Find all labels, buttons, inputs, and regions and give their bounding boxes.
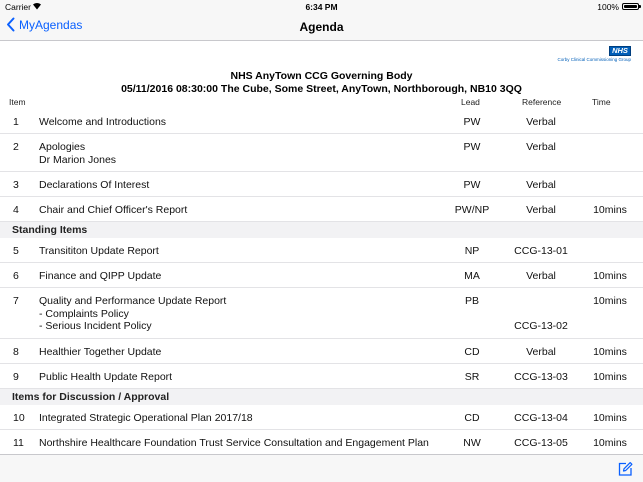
clock: 6:34 PM xyxy=(305,2,338,12)
item-number: 2 xyxy=(13,141,19,153)
meeting-title: NHS AnyTown CCG Governing Body xyxy=(230,70,413,82)
agenda-list xyxy=(0,109,643,454)
item-time: 10mins xyxy=(593,371,627,383)
agenda-row[interactable] xyxy=(0,172,643,197)
meeting-details: 05/11/2016 08:30:00 The Cube, Some Street, AnyTown, Northborough, NB10 3QQ xyxy=(121,83,522,95)
column-lead: Lead xyxy=(461,97,480,107)
item-number: 3 xyxy=(13,179,19,191)
item-sub-reference[interactable]: CCG-13-02 xyxy=(514,320,568,332)
item-number: 8 xyxy=(13,346,19,358)
compose-icon[interactable] xyxy=(617,461,633,477)
item-lead: CD xyxy=(464,346,480,358)
item-reference: Verbal xyxy=(526,270,556,282)
item-reference: Verbal xyxy=(526,141,556,153)
item-time: 10mins xyxy=(593,270,627,282)
agenda-row[interactable] xyxy=(0,109,643,134)
item-reference: Verbal xyxy=(526,179,556,191)
agenda-row[interactable] xyxy=(0,134,643,172)
meeting-heading xyxy=(0,70,643,96)
item-title: Declarations Of Interest xyxy=(39,179,150,191)
column-time: Time xyxy=(592,97,611,107)
item-subtitle: Dr Marion Jones xyxy=(39,153,117,166)
item-reference[interactable]: CCG-13-05 xyxy=(514,437,568,449)
section-title: Standing Items xyxy=(12,224,88,236)
item-title: Quality and Performance Update Report xyxy=(39,295,227,307)
item-lead: PW xyxy=(463,179,481,191)
item-time: 10mins xyxy=(593,204,627,216)
agenda-row[interactable] xyxy=(0,197,643,222)
item-title: Integrated Strategic Operational Plan 2017/18 xyxy=(39,412,253,424)
back-label: MyAgendas xyxy=(19,17,83,32)
agenda-row[interactable] xyxy=(0,364,643,389)
item-reference: Verbal xyxy=(526,116,556,128)
item-number: 7 xyxy=(13,295,19,307)
agenda-row[interactable] xyxy=(0,405,643,430)
item-lead: PB xyxy=(464,295,479,307)
item-lead: MA xyxy=(464,270,480,282)
agenda-row[interactable] xyxy=(0,430,643,454)
item-number: 1 xyxy=(13,116,19,128)
item-title: Apologies xyxy=(39,141,86,153)
item-reference: Verbal xyxy=(526,204,556,216)
back-button[interactable] xyxy=(6,17,82,32)
column-headers xyxy=(0,97,643,109)
item-title: Finance and QIPP Update xyxy=(39,270,162,282)
navigation-bar xyxy=(0,14,643,41)
page-title: Agenda xyxy=(299,20,344,34)
item-time: 10mins xyxy=(593,437,627,449)
logo-group-name: Corby Clinical Commissioning Group xyxy=(557,57,631,62)
item-reference: Verbal xyxy=(526,346,556,358)
nhs-logo xyxy=(551,46,631,64)
status-bar xyxy=(0,0,643,14)
chevron-left-icon xyxy=(6,17,15,32)
column-item: Item xyxy=(9,97,26,107)
battery-icon xyxy=(622,3,639,10)
item-time: 10mins xyxy=(593,412,627,424)
agenda-row[interactable] xyxy=(0,288,643,339)
item-number: 10 xyxy=(13,412,25,424)
item-number: 6 xyxy=(13,270,19,282)
item-number: 5 xyxy=(13,245,19,257)
item-number: 11 xyxy=(13,437,24,449)
agenda-row[interactable] xyxy=(0,238,643,263)
item-title: Healthier Together Update xyxy=(39,346,162,358)
agenda-row[interactable] xyxy=(0,263,643,288)
item-reference[interactable]: CCG-13-03 xyxy=(514,371,568,383)
bottom-toolbar xyxy=(0,454,643,482)
carrier-label: Carrier xyxy=(5,2,31,12)
item-title-block xyxy=(39,141,116,166)
section-header-standing-items xyxy=(0,222,643,238)
item-lead: NW xyxy=(463,437,481,449)
item-lead: SR xyxy=(464,371,480,383)
agenda-document[interactable] xyxy=(0,41,643,454)
section-title: Items for Discussion / Approval xyxy=(12,391,170,403)
item-subtitle: - Complaints Policy xyxy=(39,307,129,320)
item-lead: PW xyxy=(463,116,481,128)
column-reference: Reference xyxy=(522,97,562,107)
item-title: Northshire Healthcare Foundation Trust Service Consultation and Engagement Plan xyxy=(39,437,429,449)
item-title: Welcome and Introductions xyxy=(39,116,167,128)
item-lead: NP xyxy=(464,245,480,257)
item-time: 10mins xyxy=(593,295,627,307)
battery-percent: 100% xyxy=(597,2,619,12)
nhs-logo-mark: NHS xyxy=(609,46,631,56)
item-lead: PW xyxy=(463,141,481,153)
item-number: 9 xyxy=(13,371,19,383)
item-reference[interactable]: CCG-13-04 xyxy=(514,412,568,424)
item-lead: PW/NP xyxy=(454,204,490,216)
item-title: Public Health Update Report xyxy=(39,371,173,383)
item-reference[interactable]: CCG-13-01 xyxy=(514,245,568,257)
item-title: Chair and Chief Officer's Report xyxy=(39,204,188,216)
item-title-block xyxy=(39,295,226,333)
item-title: Transititon Update Report xyxy=(39,245,159,257)
item-lead: CD xyxy=(464,412,480,424)
item-subtitle: - Serious Incident Policy xyxy=(39,320,152,332)
agenda-row[interactable] xyxy=(0,339,643,364)
section-header-discussion-approval xyxy=(0,389,643,405)
item-number: 4 xyxy=(13,204,19,216)
item-time: 10mins xyxy=(593,346,627,358)
